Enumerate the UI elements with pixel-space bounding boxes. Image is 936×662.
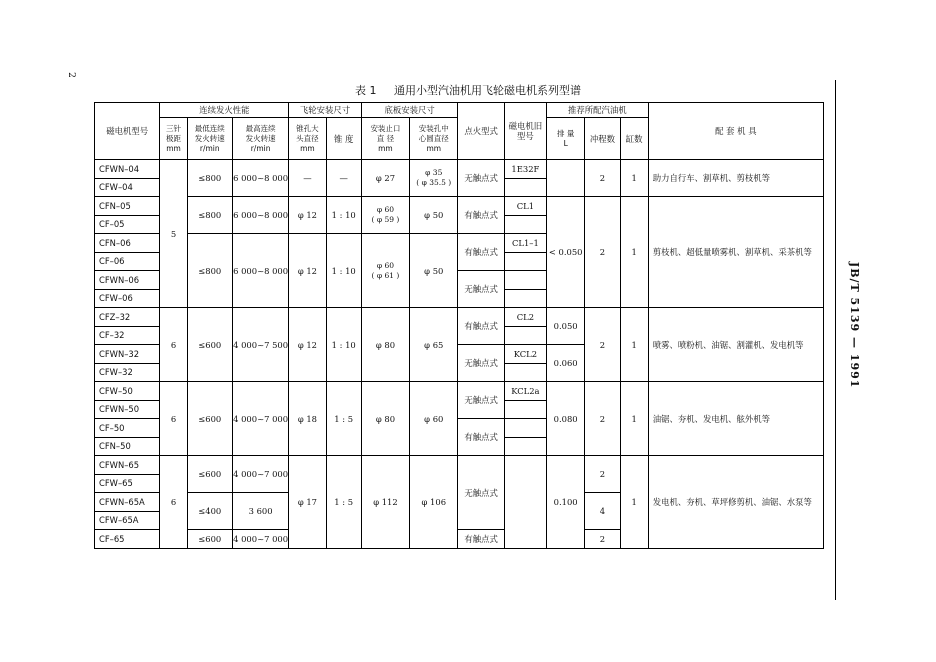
table-row: CFWN–50 [95, 400, 824, 419]
magneto-spec-table [94, 102, 824, 549]
col-perf: 连续发火性能 [160, 103, 289, 118]
table-row: CFZ–32 6 ≤600 4 000~7 500 φ 12 1 : 10 φ 80 φ 65 有触点式 CL2 0.050 2 1 喷雾、喷粉机、油锯、割灌机、发电机等 [95, 308, 824, 327]
table-row: CFW–32 [95, 363, 824, 382]
table-row: CF–05 [95, 215, 824, 234]
table-row: CFWN–65 6 ≤600 4 000~7 000 φ 17 1 : 5 φ 112 φ 106 无触点式 0.100 2 1 发电机、夯机、草坪修剪机、油锯、水泵等 [95, 456, 824, 475]
table-row: CFN–05 ≤800 6 000~8 000 φ 12 1 : 10 φ 60 ( φ 59 ) φ 50 有触点式 CL1 < 0.050 2 1 剪枝机、超低量喷雾机、割草机、采茶机等 [95, 197, 824, 216]
table-row: CFW–50 6 ≤600 4 000~7 000 φ 18 1 : 5 φ 80 φ 60 无触点式 KCL2a 0.080 2 1 油锯、夯机、发电机、舷外机等 [95, 382, 824, 401]
col-ignition: 点火型式 [458, 103, 504, 160]
header-row [95, 103, 824, 118]
table-row: CFW–65 [95, 474, 824, 493]
table-number: 表 1 [355, 84, 377, 97]
col-cone-dia: 锥孔大 头直径 mm [289, 118, 326, 160]
table-row: CFWN–06 无触点式 [95, 271, 824, 290]
col-stroke: 冲程数 [585, 118, 620, 160]
table-row: CF–32 [95, 326, 824, 345]
table-row: CFWN–65A ≤400 3 600 4 [95, 493, 824, 512]
col-taper: 锥 度 [326, 118, 361, 160]
table-row: CF–50 有触点式 [95, 419, 824, 438]
col-gap: 三针 极距 mm [160, 118, 187, 160]
margin-rule [835, 80, 836, 600]
col-max-speed: 最高连续 发火转速 r/min [232, 118, 288, 160]
table-row: CFW–06 [95, 289, 824, 308]
col-model: 磁电机型号 [95, 103, 160, 160]
table-row: CFW–04 [95, 178, 824, 197]
table-row: CFWN–32 无触点式 KCL2 0.060 [95, 345, 824, 364]
col-machine: 配 套 机 具 [648, 103, 823, 160]
col-engine: 推荐所配汽油机 [547, 103, 649, 118]
table-row: CFN–06 ≤800 6 000~8 000 φ 12 1 : 10 φ 60 ( φ 61 ) φ 50 有触点式 CL1–1 [95, 234, 824, 253]
col-min-speed: 最低连续 发火转速 r/min [187, 118, 232, 160]
table-row: CFW–65A [95, 511, 824, 530]
table-row: CFN–50 [95, 437, 824, 456]
col-center-dia: 安装孔中 心圆直径 mm [410, 118, 458, 160]
table-row: CF–65 ≤600 4 000~7 000 有触点式 2 [95, 530, 824, 549]
standard-code: JB/T 5139 — 1991 [848, 262, 861, 389]
table-title [0, 82, 936, 98]
table-row: CFWN–04 5 ≤800 6 000~8 000 — — φ 27 φ 35 ( φ 35.5 ) 无触点式 1E32F 2 1 助力自行车、割草机、剪枝机等 [95, 160, 824, 179]
col-cylinders: 缸数 [620, 118, 648, 160]
col-base: 底板安装尺寸 [361, 103, 458, 118]
col-displacement: 排 量 L [547, 118, 585, 160]
col-flywheel: 飞轮安装尺寸 [289, 103, 361, 118]
table-caption: 通用小型汽油机用飞轮磁电机系列型谱 [394, 84, 581, 97]
page-number: 2 [65, 72, 76, 78]
col-old-model: 磁电机旧型号 [504, 103, 546, 160]
col-stop-dia: 安装止口 直 径 mm [361, 118, 409, 160]
table-row: CF–06 [95, 252, 824, 271]
